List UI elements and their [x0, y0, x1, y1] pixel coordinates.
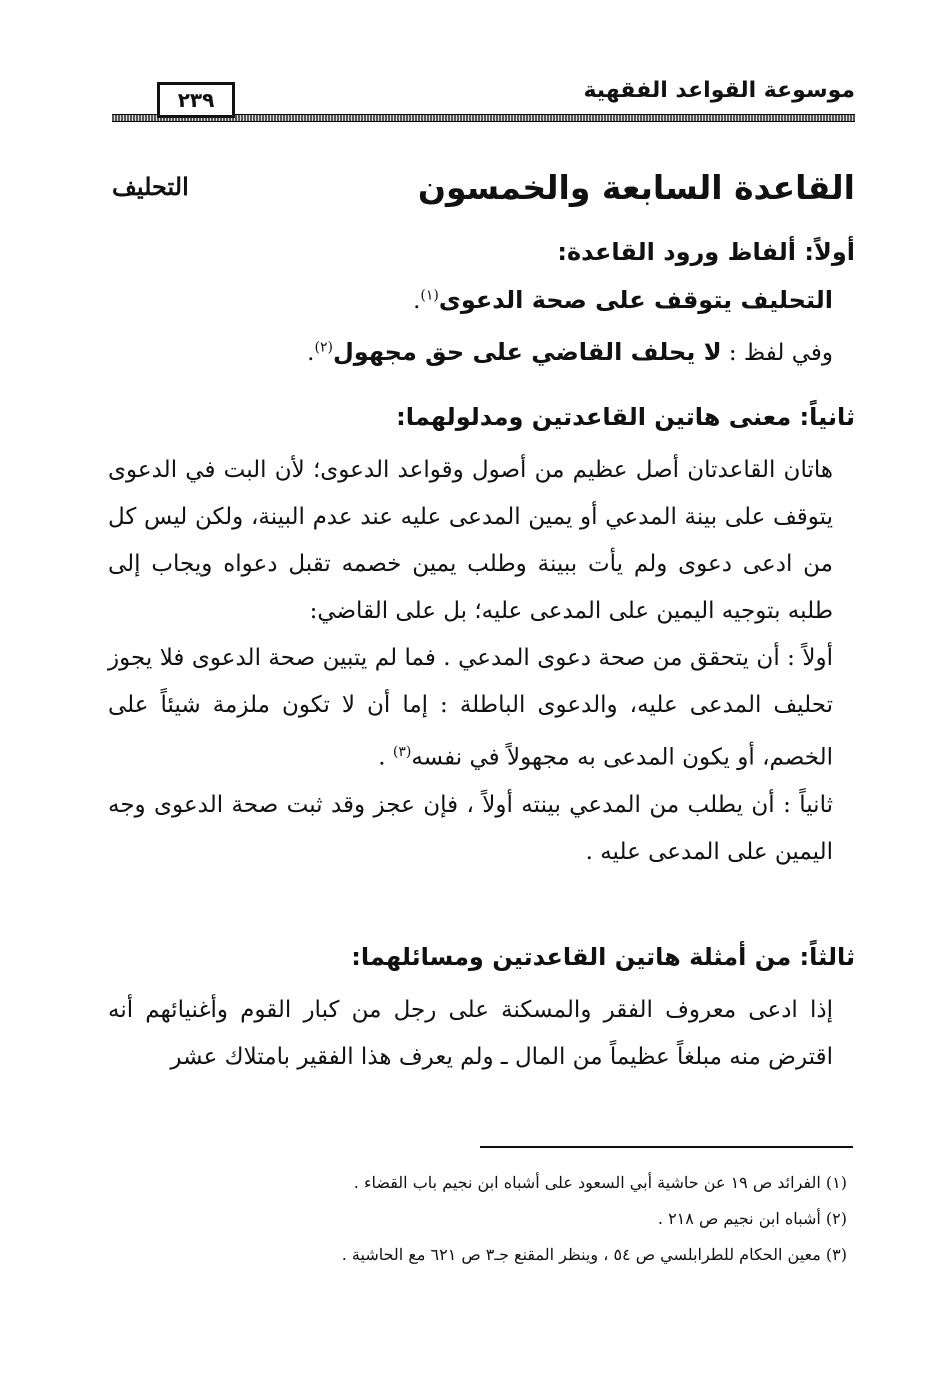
page-header [112, 70, 855, 130]
rule-wording-2-text: لا يحلف القاضي على حق مجهول [332, 338, 722, 366]
footnote-ref-2: (٢) [314, 339, 333, 356]
meaning-first: أولاً : أن يتحقق من صحة دعوى المدعي . فما لم يتبين صحة الدعوى فلا يجوز تحليف المدعى عليه، والدعوى الباطلة : إما أن لا تكون ملزمة شيئاً على الخصم، أو يكون المدعى به مجهولاً في نفسه$^{(٣)}$ . [108, 645, 833, 771]
rule-wording-2-prefix: وفي لفظ : [721, 340, 833, 366]
page-number: ٢٣٩ [157, 82, 235, 118]
section-heading-meaning: ثانياً: معنى هاتين القاعدتين ومدلولهما: [396, 403, 855, 431]
section-heading-wordings: أولاً: ألفاظ ورود القاعدة: [557, 238, 855, 266]
section-heading-examples: ثالثاً: من أمثلة هاتين القاعدتين ومسائلهما: [351, 943, 855, 971]
examples-text: إذا ادعى معروف الفقر والمسكنة على رجل من كبار القوم وأغنيائهم أنه اقترض منه مبلغاً عظيماً من المال ـ ولم يعرف هذا الفقير بامتلاك عشر [108, 997, 833, 1070]
running-title: موسوعة القواعد الفقهية [583, 78, 855, 103]
rule-wording-1-text: التحليف يتوقف على صحة الدعوى [438, 286, 833, 314]
footnote-rule [480, 1146, 853, 1148]
footnote-ref-3: (٣) [392, 744, 412, 760]
footnote-2: (٢) أشباه ابن نجيم ص ٢١٨ . [657, 1209, 847, 1228]
footnote-3: (٣) معين الحكام للطرابلسي ص ٥٤ ، وينظر المقنع جـ٣ ص ٦٢١ مع الحاشية . [341, 1245, 847, 1264]
rule-title-row [112, 168, 855, 216]
rule-wording-1: التحليف يتوقف على صحة الدعوى$^{(١)}$. [413, 286, 833, 314]
meaning-paragraphs [108, 447, 833, 876]
meaning-second: ثانياً : أن يطلب من المدعي بينته أولاً ، فإن عجز وقد ثبت صحة الدعوى وجه اليمين على المدعى عليه . [108, 791, 833, 865]
rule-title: القاعدة السابعة والخمسون [417, 168, 855, 207]
footnote-1: (١) الفرائد ص ١٩ عن حاشية أبي السعود على أشباه ابن نجيم باب القضاء . [353, 1173, 847, 1192]
topic-label: التحليف [112, 172, 189, 201]
meaning-first-text: أولاً : أن يتحقق من صحة دعوى المدعي . فما لم يتبين صحة الدعوى فلا يجوز تحليف المدعى عليه، والدعوى الباطلة : إما أن لا تكون ملزمة شيئاً على الخصم، أو يكون المدعى به مجهولاً في نفسه [108, 645, 833, 771]
examples-paragraph [108, 987, 833, 1081]
rule-wording-2: وفي لفظ : لا يحلف القاضي على حق مجهول$^{(٢)}$. [307, 338, 833, 366]
footnote-ref-1: (١) [420, 287, 439, 304]
footnotes [112, 1165, 847, 1273]
meaning-intro: هاتان القاعدتان أصل عظيم من أصول وقواعد الدعوى؛ لأن البت في الدعوى يتوقف على بينة المدعي أو يمين المدعى عليه عند عدم البينة، ولكن ليس كل من ادعى دعوى ولم يأت ببينة وطلب يمين خصمه تقبل دعواه ويجاب إلى طلبه بتوجيه اليمين على المدعى عليه؛ بل على القاضي: [108, 457, 833, 624]
